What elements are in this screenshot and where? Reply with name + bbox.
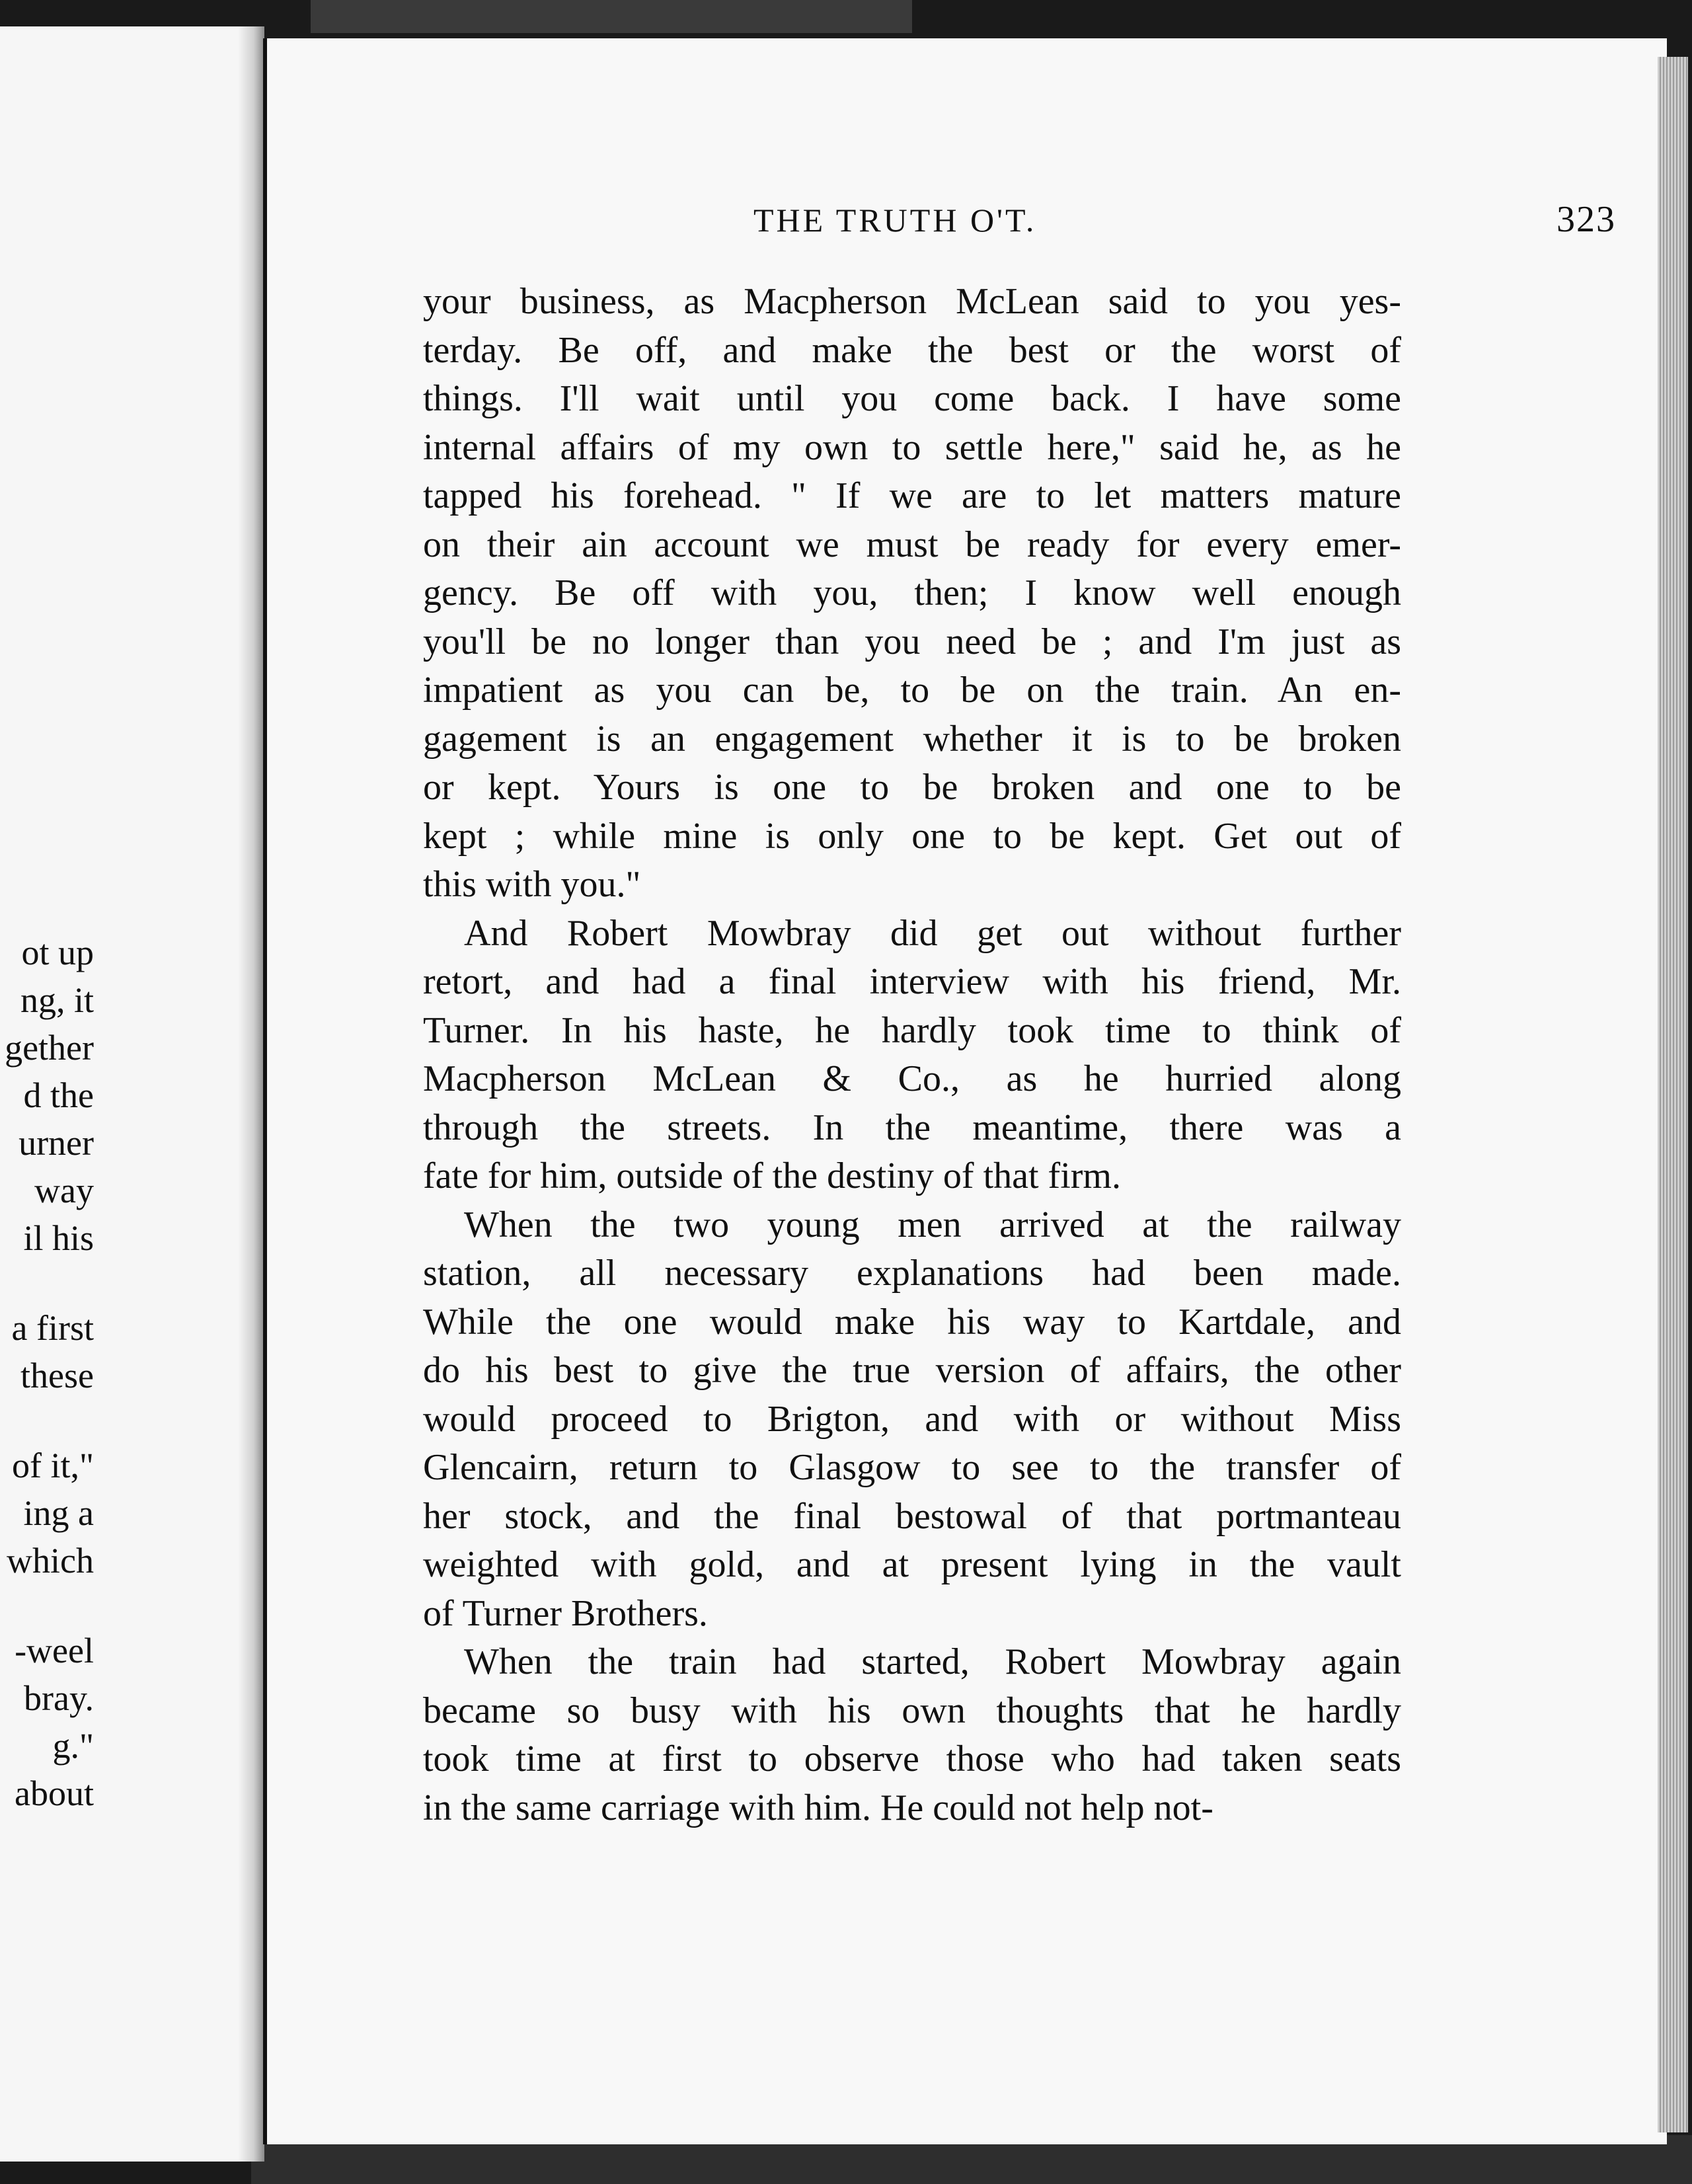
- facing-page-line: g.": [52, 1726, 94, 1766]
- facing-page-text: [5, 929, 94, 1817]
- text-line: your business, as Macpherson McLean said to you yes-: [423, 281, 1401, 322]
- text-line: or kept. Yours is one to be broken and one to be: [423, 767, 1401, 808]
- text-line: Turner. In his haste, he hardly took time to think of: [423, 1009, 1401, 1051]
- facing-page-gutter: [238, 26, 264, 2162]
- text-line: in the same carriage with him. He could not help not-: [423, 1787, 1213, 1828]
- facing-page-line: gether: [5, 1028, 94, 1068]
- text-line: Glencairn, return to Glasgow to see to the transfer of: [423, 1447, 1401, 1488]
- text-line: retort, and had a final interview with his friend, Mr.: [423, 961, 1401, 1002]
- facing-page-line: these: [20, 1356, 94, 1395]
- facing-page-line: [5, 1399, 94, 1442]
- page-number: 323: [1557, 199, 1616, 240]
- facing-page-line: -weel: [15, 1631, 94, 1670]
- facing-page-line: bray.: [24, 1678, 94, 1718]
- facing-page-line: [5, 1262, 94, 1304]
- facing-page-line: of it,": [11, 1446, 94, 1485]
- facing-page-line: a first: [11, 1308, 94, 1348]
- text-line: fate for him, outside of the destiny of that firm.: [423, 1155, 1121, 1196]
- text-line: internal affairs of my own to settle here," said he, as he: [423, 426, 1401, 468]
- running-head-title: THE TRUTH O'T.: [753, 202, 1037, 239]
- facing-page-line: about: [15, 1774, 94, 1813]
- facing-page-line: urner: [19, 1123, 94, 1163]
- text-line: do his best to give the true version of affairs, the other: [423, 1350, 1401, 1391]
- text-line: you'll be no longer than you need be ; and I'm just as: [423, 621, 1401, 662]
- text-line: terday. Be off, and make the best or the worst of: [423, 329, 1401, 371]
- text-line: Macpherson McLean & Co., as he hurried along: [423, 1058, 1401, 1099]
- paragraph: [423, 1638, 1401, 1832]
- facing-page-line: il his: [23, 1218, 94, 1258]
- paragraph: [423, 278, 1401, 910]
- text-line: things. I'll wait until you come back. I have some: [423, 378, 1401, 419]
- paragraph: [423, 910, 1401, 1201]
- facing-page-line: way: [34, 1171, 94, 1210]
- text-line: gagement is an engagement whether it is to be broken: [423, 718, 1401, 760]
- text-line: station, all necessary explanations had been made.: [423, 1253, 1401, 1294]
- text-line: would proceed to Brigton, and with or without Miss: [423, 1398, 1401, 1440]
- text-line: became so busy with his own thoughts that he hardly: [423, 1690, 1401, 1731]
- facing-page-line: d the: [23, 1075, 94, 1115]
- text-line: While the one would make his way to Kartdale, and: [423, 1301, 1401, 1343]
- text-line: kept ; while mine is only one to be kept. Get out of: [423, 815, 1401, 857]
- text-line: gency. Be off with you, then; I know well enough: [423, 572, 1401, 613]
- text-line: this with you.": [423, 864, 641, 905]
- facing-page-line: ing a: [23, 1493, 94, 1533]
- text-line: tapped his forehead. " If we are to let matters mature: [423, 475, 1401, 516]
- facing-page-line: ng, it: [20, 980, 94, 1020]
- text-line: on their ain account we must be ready for every emer-: [423, 524, 1401, 565]
- book-cover-top: [311, 0, 912, 33]
- text-line: took time at first to observe those who had taken seats: [423, 1738, 1401, 1779]
- text-line: of Turner Brothers.: [423, 1592, 708, 1634]
- text-line: her stock, and the final bestowal of that portmanteau: [423, 1495, 1401, 1537]
- text-line: And Robert Mowbray did get out without further: [464, 912, 1401, 954]
- text-line: impatient as you can be, to be on the train. An en-: [423, 670, 1401, 711]
- text-line: When the train had started, Robert Mowbray again: [464, 1641, 1401, 1682]
- facing-page-line: [5, 1584, 94, 1627]
- facing-page-line: which: [7, 1541, 94, 1580]
- paragraph: [423, 1201, 1401, 1639]
- facing-page: [0, 26, 264, 2162]
- page-edges: [1658, 57, 1688, 2132]
- text-line: weighted with gold, and at present lying in the vault: [423, 1544, 1401, 1585]
- facing-page-line: ot up: [21, 933, 94, 972]
- body-text: [423, 278, 1401, 1832]
- running-head: [486, 198, 1692, 251]
- text-line: through the streets. In the meantime, there was a: [423, 1107, 1401, 1148]
- text-line: When the two young men arrived at the railway: [464, 1204, 1401, 1245]
